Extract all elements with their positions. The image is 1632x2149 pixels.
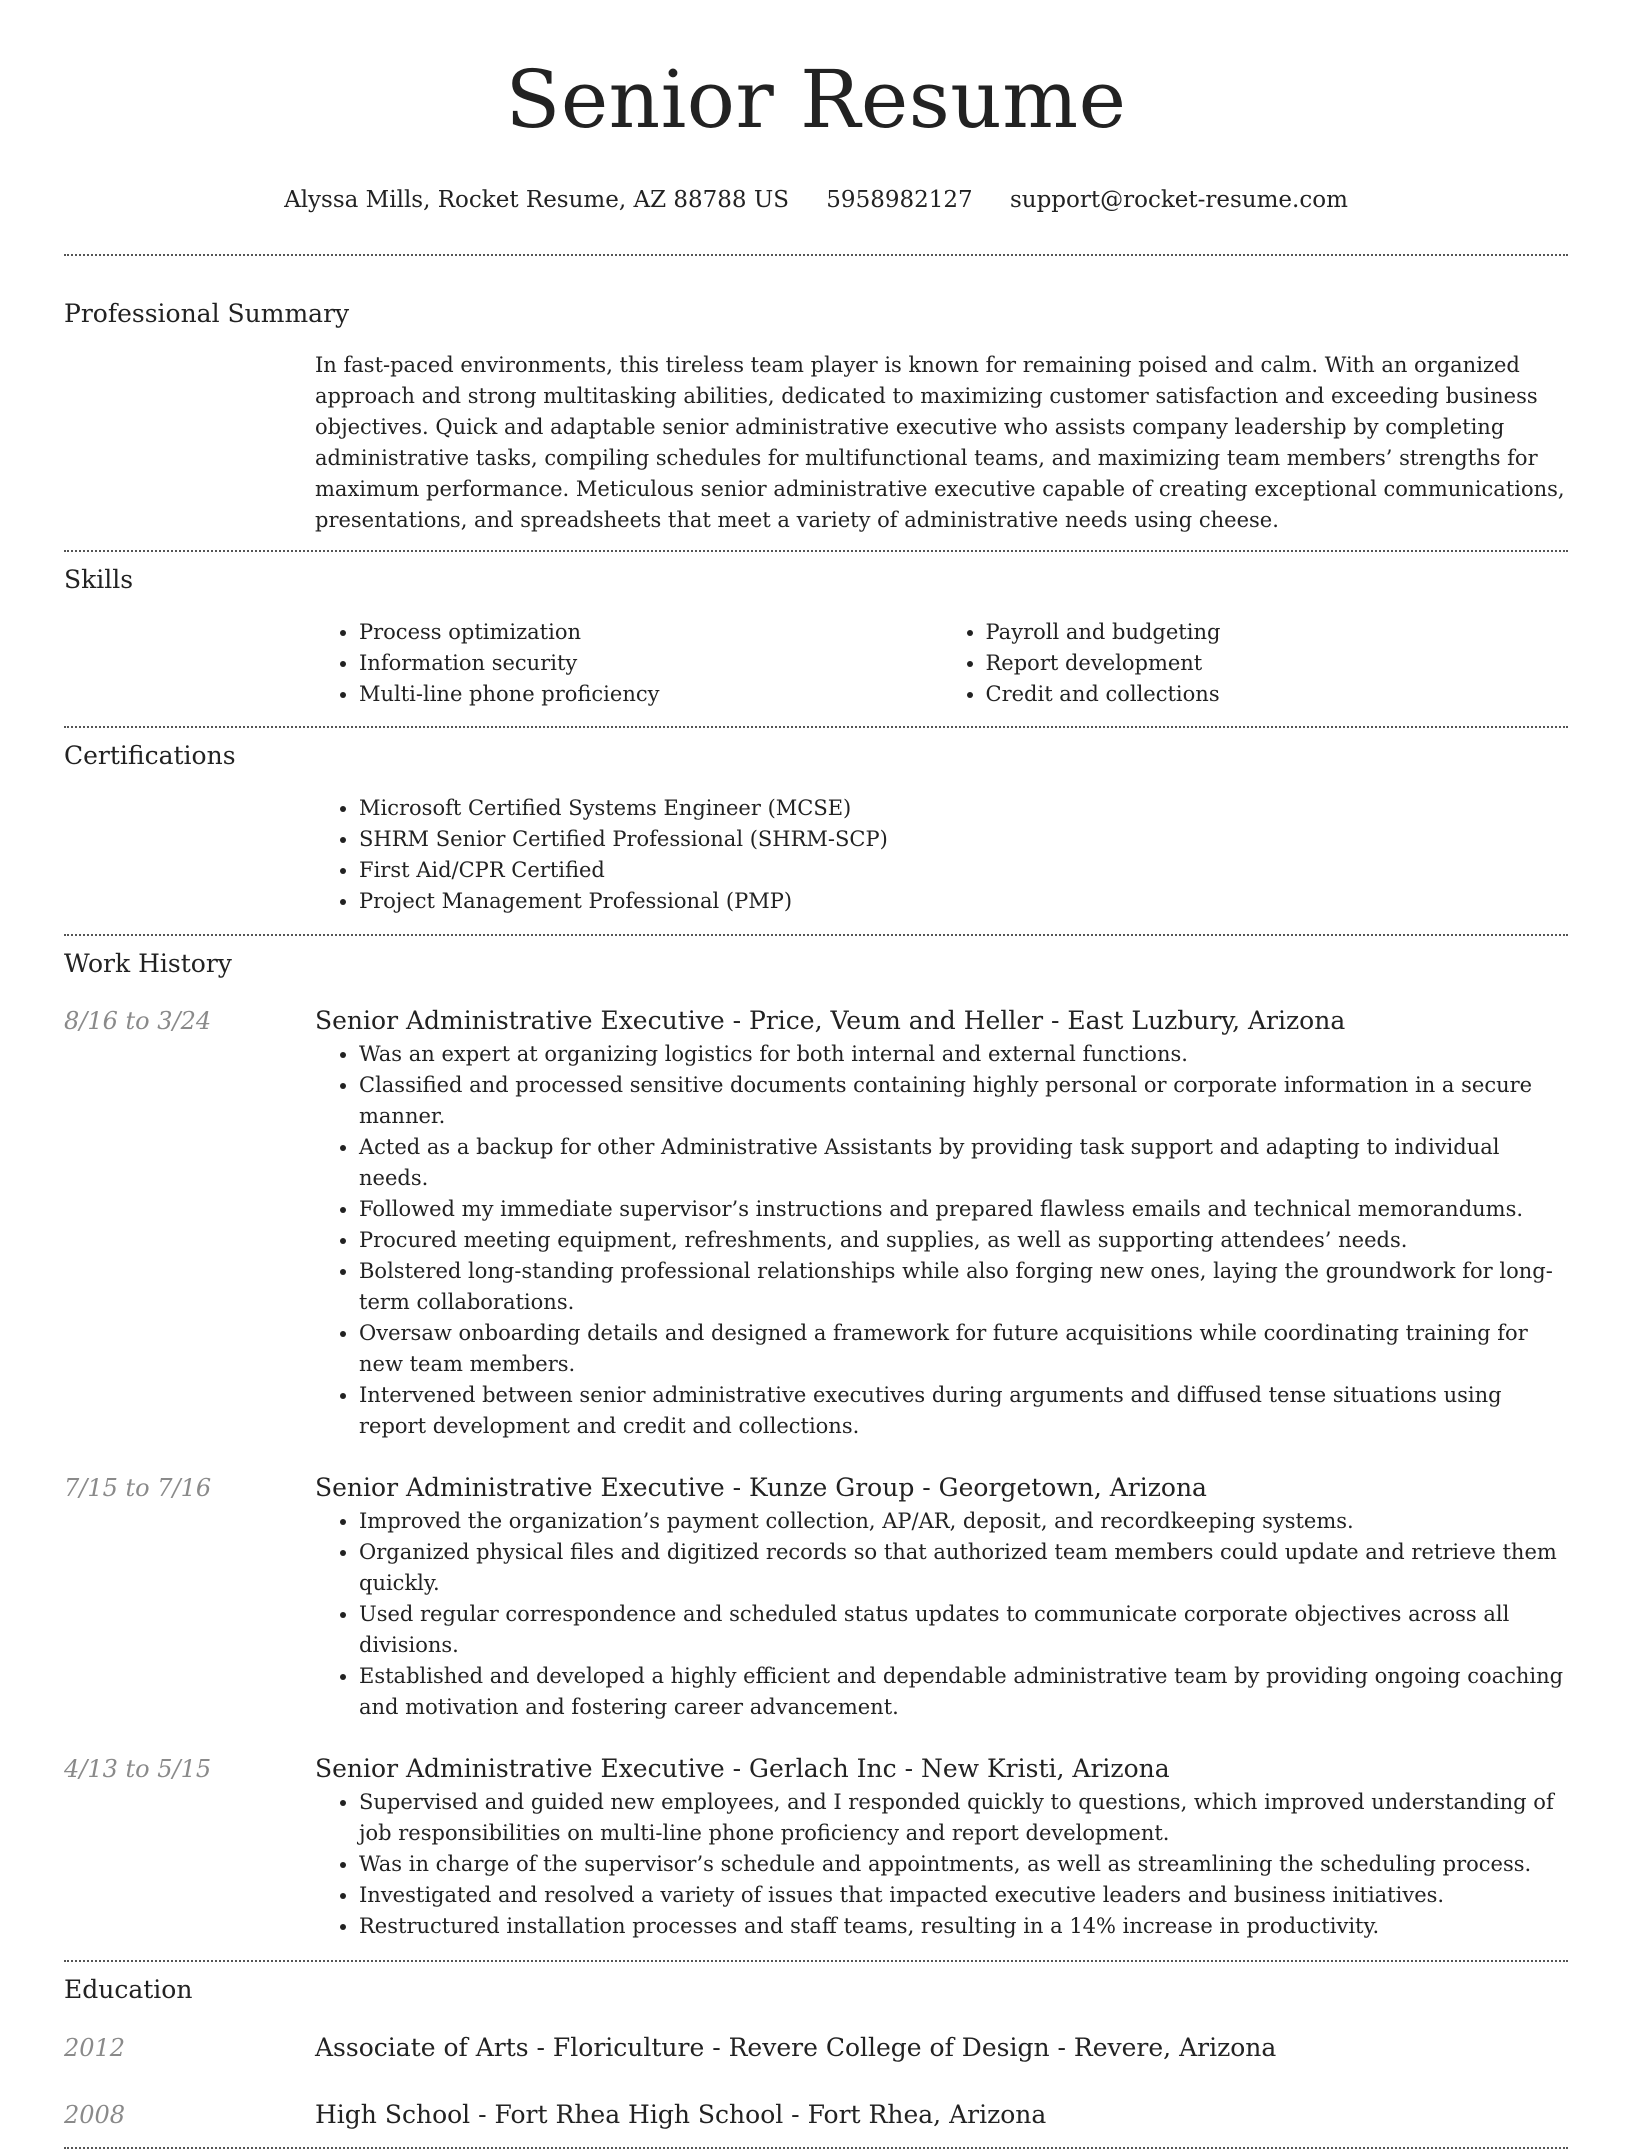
resume-page [64,0,1568,2149]
skill-item: • Multi-line phone proficiency [359,679,942,710]
job-title: Senior Administrative Executive - Gerlach Inc - New Kristi, Arizona [315,1754,1170,1783]
skill-item: • Report development [986,648,1569,679]
education-entry [64,2030,1568,2066]
job-bullet: • Procured meeting equipment, refreshments, and supplies, as well as supporting attendees’ needs. [359,1225,1568,1256]
job-dates: 8/16 to 3/24 [64,1007,212,1035]
job-bullet: • Improved the organization’s payment collection, AP/AR, deposit, and recordkeeping systems. [359,1506,1568,1537]
education-year: 2008 [64,2101,126,2129]
contact-email: support@rocket-resume.com [1009,187,1348,213]
job-entry [64,1003,1568,1442]
certification-item: • First Aid/CPR Certified [359,855,1568,886]
skills-heading: Skills [64,565,134,594]
job-entry [64,1470,1568,1723]
job-bullet: • Followed my immediate supervisor’s instructions and prepared flawless emails and technical memorandums. [359,1194,1568,1225]
job-entry [64,1751,1568,1942]
job-bullets [315,1039,1568,1442]
divider [64,254,1568,256]
certification-item: • Microsoft Certified Systems Engineer (MCSE) [359,793,1568,824]
summary-text: In fast-paced environments, this tireless team player is known for remaining poised and calm. With an organized approach and strong multitasking abilities, dedicated to maximizing customer satisfaction and exceeding business objectives. Quick and adaptable senior administrative executive who assists company leadership by completing administrative tasks, compiling schedules for multifunctional teams, and maximizing team members’ strengths for maximum performance. Meticulous senior administrative executive capable of creating exceptional communications, presentations, and spreadsheets that meet a variety of administrative needs using cheese. [315,353,1565,532]
certifications-section [315,793,1568,917]
job-bullet: • Investigated and resolved a variety of issues that impacted executive leaders and business initiatives. [359,1880,1568,1911]
divider [64,550,1568,552]
certifications-list [315,793,1568,917]
skills-column-left [315,617,942,710]
skill-item: • Credit and collections [986,679,1569,710]
job-details [315,1751,1568,1942]
job-title: Senior Administrative Executive - Price, Veum and Heller - East Luzbury, Arizona [315,1006,1346,1035]
job-bullet: • Intervened between senior administrative executives during arguments and diffused tense situations using report development and credit and collections. [359,1380,1568,1442]
education-year: 2012 [64,2034,126,2062]
job-bullet: • Acted as a backup for other Administrative Assistants by providing task support and adapting to individual needs. [359,1132,1568,1194]
certification-item: • SHRM Senior Certified Professional (SHRM-SCP) [359,824,1568,855]
job-dates: 7/15 to 7/16 [64,1474,212,1502]
contact-phone: 5958982127 [826,187,973,213]
skill-item: • Information security [359,648,942,679]
job-bullet: • Restructured installation processes and staff teams, resulting in a 14% increase in productivity. [359,1911,1568,1942]
job-details [315,1470,1568,1723]
education-heading: Education [64,1975,193,2004]
job-bullet: • Supervised and guided new employees, and I responded quickly to questions, which improved understanding of job responsibilities on multi-line phone proficiency and report development. [359,1787,1568,1849]
education-degree: High School - Fort Rhea High School - Fort Rhea, Arizona [315,2100,1047,2129]
divider [64,934,1568,936]
job-bullet: • Bolstered long-standing professional relationships while also forging new ones, laying the groundwork for long-term collaborations. [359,1256,1568,1318]
job-bullets [315,1506,1568,1723]
job-dates: 4/13 to 5/15 [64,1755,212,1783]
summary-heading: Professional Summary [64,299,350,328]
summary-section [315,350,1568,536]
job-bullet: • Organized physical files and digitized records so that authorized team members could update and retrieve them quickly. [359,1537,1568,1599]
job-bullet: • Established and developed a highly efficient and dependable administrative team by providing ongoing coaching and motivation and fostering career advancement. [359,1661,1568,1723]
job-bullet: • Was in charge of the supervisor’s schedule and appointments, as well as streamlining the scheduling process. [359,1849,1568,1880]
skills-list [315,617,1568,710]
education-entry [64,2097,1568,2133]
certification-item: • Project Management Professional (PMP) [359,886,1568,917]
job-bullet: • Was an expert at organizing logistics for both internal and external functions. [359,1039,1568,1070]
divider [64,726,1568,728]
skill-item: • Payroll and budgeting [986,617,1569,648]
contact-line [64,184,1568,216]
divider [64,1960,1568,1962]
job-bullet: • Used regular correspondence and scheduled status updates to communicate corporate objectives across all divisions. [359,1599,1568,1661]
education-degree: Associate of Arts - Floriculture - Revere College of Design - Revere, Arizona [315,2033,1277,2062]
certifications-heading: Certifications [64,741,236,770]
job-title: Senior Administrative Executive - Kunze Group - Georgetown, Arizona [315,1473,1207,1502]
contact-address: Alyssa Mills, Rocket Resume, AZ 88788 US [284,187,789,213]
skill-item: • Process optimization [359,617,942,648]
resume-title: Senior Resume [505,53,1127,146]
job-bullets [315,1787,1568,1942]
job-details [315,1003,1568,1442]
work-history-heading: Work History [64,949,232,978]
job-bullet: • Oversaw onboarding details and designed a framework for future acquisitions while coordinating training for new team members. [359,1318,1568,1380]
job-bullet: • Classified and processed sensitive documents containing highly personal or corporate information in a secure manner. [359,1070,1568,1132]
skills-column-right [942,617,1569,710]
